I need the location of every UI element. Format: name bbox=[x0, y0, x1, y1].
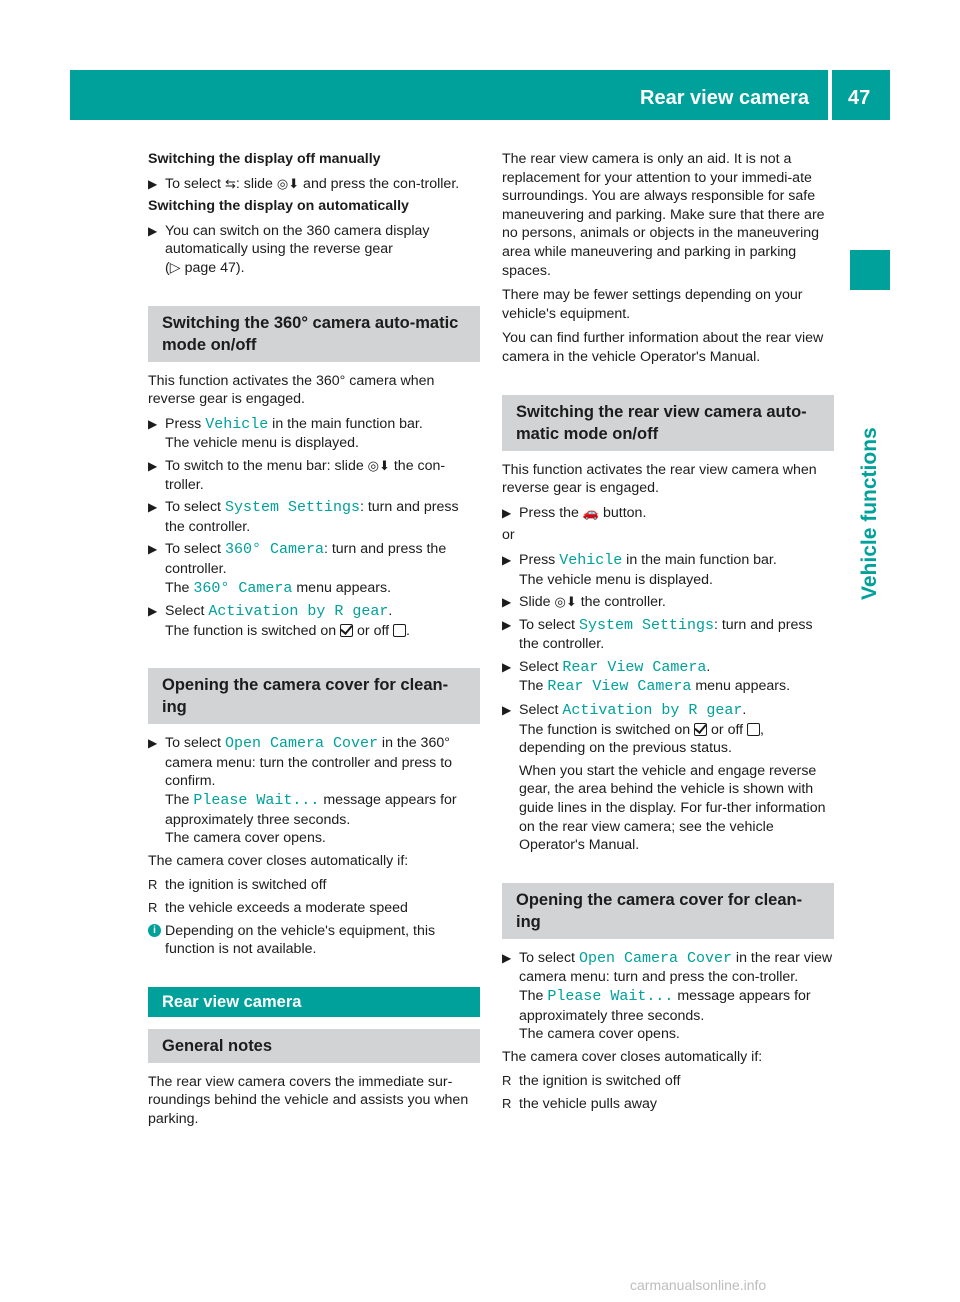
paragraph: The camera cover closes automatically if: bbox=[148, 852, 409, 869]
controller-slide-icon: ◎⬇ bbox=[276, 175, 300, 191]
step-text: To select bbox=[165, 499, 225, 516]
step-text: Press bbox=[165, 415, 206, 432]
step-text: To select bbox=[519, 949, 579, 966]
chapter-heading: Rear view camera bbox=[148, 987, 480, 1017]
bullet-text: the vehicle pulls away bbox=[519, 1095, 658, 1112]
step-text: . bbox=[388, 603, 393, 620]
page-number: 47 bbox=[848, 87, 871, 109]
step-text: : turn and press the controller. bbox=[165, 541, 447, 577]
step-result: message appears for approximately three seconds. bbox=[165, 792, 457, 828]
side-tab-marker bbox=[850, 250, 890, 290]
step-arrow-icon: ▶ bbox=[502, 595, 512, 610]
step-result: The bbox=[519, 988, 548, 1004]
step bbox=[148, 498, 480, 536]
step-arrow-icon: ▶ bbox=[502, 617, 512, 632]
step-result: The vehicle menu is displayed. bbox=[519, 571, 713, 588]
step-text: in the rear view camera menu: turn and press the con-troller. bbox=[519, 949, 833, 986]
step-text: Select bbox=[519, 702, 563, 719]
display-text: Open Camera Cover bbox=[224, 735, 378, 753]
step-arrow-icon: ▶ bbox=[148, 176, 158, 191]
bullet-icon: R bbox=[148, 877, 158, 893]
step-arrow-icon: ▶ bbox=[148, 604, 158, 619]
step-result: The function is switched on bbox=[519, 721, 695, 738]
step bbox=[502, 616, 834, 654]
step-text: Select bbox=[165, 603, 209, 620]
step-text: . bbox=[742, 702, 747, 719]
step-result: depending on the previous status. bbox=[519, 740, 732, 757]
step bbox=[148, 602, 480, 640]
step-text: in the main function bar. bbox=[268, 415, 423, 432]
paragraph: You can find further information about the rear view camera in the vehicle Operator's Manual. bbox=[502, 330, 824, 365]
step bbox=[148, 540, 480, 598]
step bbox=[148, 415, 480, 453]
display-text: Rear View Camera bbox=[547, 678, 692, 696]
step-result: menu appears. bbox=[691, 678, 791, 695]
step-text: To select bbox=[165, 735, 225, 752]
step-result: When you start the vehicle and engage reverse gear, the area behind the vehicle is shown with guide lines in the display. For fur-ther information on the rear view camera; see the vehicle Operator's Manual. bbox=[519, 762, 826, 854]
section-intro: This function activates the 360° camera when reverse gear is engaged. bbox=[148, 372, 435, 408]
section-heading: Opening the camera cover for clean-ing bbox=[502, 883, 834, 939]
page-title: Rear view camera bbox=[640, 87, 810, 109]
section-intro: This function activates the rear view camera when reverse gear is engaged. bbox=[502, 461, 817, 497]
left-column bbox=[148, 150, 480, 1135]
step bbox=[148, 222, 480, 278]
step-result: The bbox=[165, 792, 194, 809]
step-text: button. bbox=[599, 504, 647, 521]
info-icon: i bbox=[148, 924, 161, 937]
paragraph: The camera cover closes automatically if: bbox=[502, 1048, 763, 1065]
step bbox=[148, 457, 480, 494]
bullet-icon: R bbox=[148, 900, 158, 916]
car-icon: 🚗 bbox=[582, 504, 600, 520]
step-arrow-icon: ▶ bbox=[148, 416, 158, 431]
step-text: the controller. bbox=[576, 594, 666, 611]
step-text: in the main function bar. bbox=[622, 551, 777, 568]
step-text: . bbox=[706, 658, 711, 675]
display-text: 360° Camera bbox=[193, 579, 293, 597]
display-text: Vehicle bbox=[205, 415, 269, 433]
bullet-item bbox=[502, 1072, 834, 1091]
bullet-item bbox=[148, 876, 480, 895]
step-text: To select bbox=[519, 616, 579, 633]
display-text: Please Wait... bbox=[193, 792, 320, 810]
step bbox=[502, 658, 834, 697]
step-arrow-icon: ▶ bbox=[148, 500, 158, 515]
step-result: menu appears. bbox=[292, 579, 392, 596]
back-arrow-icon: ⇆ bbox=[224, 175, 236, 191]
step bbox=[148, 734, 480, 848]
step-text: Press the bbox=[519, 504, 583, 521]
bullet-text: the ignition is switched off bbox=[165, 877, 327, 894]
step-text: : slide bbox=[235, 175, 277, 192]
step-result: The bbox=[165, 579, 194, 596]
checkbox-empty-icon bbox=[393, 624, 406, 637]
info-text: Depending on the vehicle's equipment, this function is not available. bbox=[165, 922, 436, 958]
step-result: The vehicle menu is displayed. bbox=[165, 435, 359, 452]
step-arrow-icon: ▶ bbox=[148, 542, 158, 557]
bullet-text: the ignition is switched off bbox=[519, 1073, 681, 1090]
paragraph: The rear view camera covers the immediate sur-roundings behind the vehicle and assists you when parking. bbox=[148, 1073, 469, 1127]
watermark: carmanualsonline.info bbox=[630, 1277, 767, 1293]
paragraph: The rear view camera is only an aid. It is not a replacement for your attention to your immedi-ate surroundings. You are always responsible for safe maneuvering and parking. Make sure that there are no persons, animals or objects in the maneuvering area while maneuvering and parking in parking spaces. bbox=[502, 151, 825, 279]
step-arrow-icon: ▶ bbox=[148, 223, 158, 238]
step-arrow-icon: ▶ bbox=[148, 458, 158, 473]
step-result: or off bbox=[353, 622, 394, 639]
step bbox=[502, 504, 834, 523]
section-heading: Switching the rear view camera auto-matic mode on/off bbox=[502, 395, 834, 451]
side-tab-label: Vehicle functions bbox=[858, 427, 881, 600]
step-text: : turn and press the controller. bbox=[519, 616, 813, 653]
bullet-icon: R bbox=[502, 1095, 512, 1111]
step bbox=[502, 949, 834, 1044]
step-arrow-icon: ▶ bbox=[502, 659, 512, 674]
step-text: Press bbox=[519, 551, 560, 568]
paragraph: or bbox=[502, 527, 515, 544]
info-note bbox=[148, 922, 480, 959]
step bbox=[148, 175, 480, 194]
bullet-item bbox=[502, 1095, 834, 1114]
step-text: To switch to the menu bar: slide bbox=[165, 457, 368, 474]
step-result: or off bbox=[707, 721, 748, 738]
step-result: , bbox=[760, 721, 764, 738]
page-reference[interactable]: (▷ page 47). bbox=[165, 259, 245, 276]
display-text: Rear View Camera bbox=[562, 658, 707, 676]
step-text: Slide bbox=[519, 594, 555, 611]
controller-slide-icon: ◎⬇ bbox=[367, 457, 390, 473]
display-text: Activation by R gear bbox=[562, 702, 743, 720]
step-result: . bbox=[406, 622, 410, 639]
step-arrow-icon: ▶ bbox=[148, 736, 158, 751]
step-result: The bbox=[519, 678, 548, 695]
bullet-item bbox=[148, 899, 480, 918]
bullet-text: the vehicle exceeds a moderate speed bbox=[165, 900, 408, 917]
checkbox-checked-icon bbox=[694, 723, 707, 736]
side-tab bbox=[858, 302, 890, 602]
display-text: Vehicle bbox=[559, 551, 623, 569]
display-text: Open Camera Cover bbox=[578, 949, 732, 967]
step bbox=[502, 593, 834, 612]
section-heading: Opening the camera cover for clean-ing bbox=[148, 668, 480, 724]
section-heading: Switching the 360° camera auto-matic mode on/off bbox=[148, 306, 480, 362]
switch-on-heading: Switching the display on automatically bbox=[148, 198, 409, 215]
step-arrow-icon: ▶ bbox=[502, 950, 512, 965]
display-text: System Settings bbox=[578, 616, 714, 634]
step-text: in the 360° camera menu: turn the controller and press to confirm. bbox=[165, 735, 453, 790]
checkbox-empty-icon bbox=[747, 723, 760, 736]
step-text: the con-troller. bbox=[165, 457, 446, 493]
display-text: Activation by R gear bbox=[208, 603, 389, 621]
controller-slide-icon: ◎⬇ bbox=[554, 594, 577, 610]
paragraph: There may be fewer settings depending on your vehicle's equipment. bbox=[502, 287, 803, 322]
switch-off-heading: Switching the display off manually bbox=[148, 151, 381, 167]
step-text: To select bbox=[165, 175, 225, 192]
step-text: and press the con-troller. bbox=[299, 175, 460, 192]
step bbox=[502, 551, 834, 589]
right-column bbox=[502, 150, 834, 1118]
step-arrow-icon: ▶ bbox=[502, 703, 512, 718]
step-arrow-icon: ▶ bbox=[502, 505, 512, 520]
step-result: The camera cover opens. bbox=[165, 830, 326, 847]
step-text: You can switch on the 360 camera display automatically using the reverse gear bbox=[165, 222, 430, 258]
step-result: The function is switched on bbox=[165, 622, 341, 639]
step-result: message appears for approximately three seconds. bbox=[519, 988, 811, 1024]
step-text: : turn and press the controller. bbox=[165, 499, 459, 535]
display-text: System Settings bbox=[224, 499, 360, 517]
step-arrow-icon: ▶ bbox=[502, 552, 512, 567]
display-text: 360° Camera bbox=[224, 541, 324, 559]
bullet-icon: R bbox=[502, 1073, 512, 1089]
step-text: Select bbox=[519, 658, 563, 675]
step-result: The camera cover opens. bbox=[519, 1026, 680, 1043]
step-text: To select bbox=[165, 541, 225, 558]
checkbox-checked-icon bbox=[340, 624, 353, 637]
step bbox=[502, 701, 834, 855]
section-heading: General notes bbox=[148, 1029, 480, 1063]
display-text: Please Wait... bbox=[547, 988, 674, 1005]
